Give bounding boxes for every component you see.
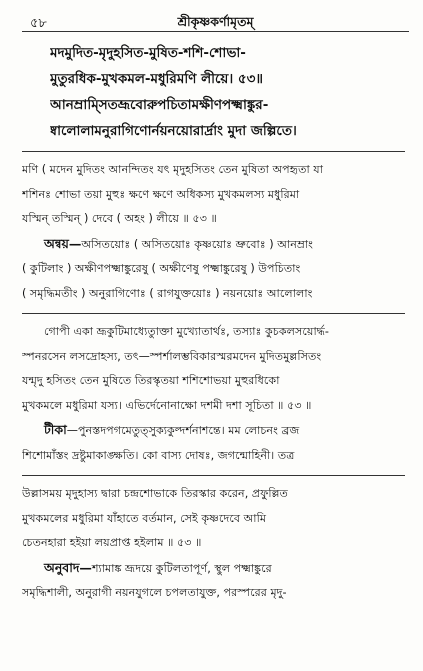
section-divider [22,475,405,476]
commentary-line: মুখকমলে মধুরিমা যস্য। এভির্দেনোনাক্ষো দশমী দশা সূচিতা ॥ ৫৩ ॥ [22,398,312,412]
anvaya-line: ( কুটিলাং ) অক্ষীণপক্ষ্মাঙ্কুরেষু ( অক্ষীণেষু পক্ষ্মাঙ্কুরেষু ) উপচিতাং [22,262,301,275]
section-divider [22,151,405,152]
verse-line: আনম্রাম্সিতভ্রূবোরুপচিতামক্ষীণপক্ষ্মাঙ্কুর- [50,97,269,113]
tika-line: শিশোমাঁস্তং দ্রষ্টুমাকাঙ্ক্ষতি। কো বাস্য দোষঃ, জগন্মোহিনী। তত্র [22,448,295,462]
anuvad-first-line [22,556,409,582]
anuvad-line: শ্যামাঙ্ক ভ্রূদয়ে কুটিলতাপূর্ণ, স্থুল পক্ষ্মাঙ্কুরে [91,561,272,575]
tika-label: টীকা [44,422,67,437]
translation-line: মুখকমলের মধুরিমা যাঁহাতে বর্তমান, সেই কৃষ্ণদেবে আমি [22,511,267,525]
commentary-line: মণি ( মদেন মুদিতং আনন্দিতং যৎ মৃদুহসিতং তেন মুষিতা অপহৃতা যা [22,163,323,176]
anvaya-line: ( সমৃদ্ধিমতীং ) অনুরাগিণোঃ ( রাগযুক্তয়োঃ ) নয়নয়োঃ আলোলাং [22,286,313,300]
verse-line: মুতুরধিক-মুখকমল-মধুরিমণি লীয়ে। ৫৩॥ [50,71,264,87]
tika-line: —পুনস্তদপগমেতুত্সুক্যকুল্দর্শনাশন্তে। মম লোচনং ব্রজ [66,424,300,437]
commentary-line: যস্মিন্ তস্মিন্ ) দেবে ( অহং ) লীয়ে ॥ ৫৩ ॥ [22,212,217,225]
page-header [22,6,409,32]
commentary-line: শশিনঃ শোভা তয়া মুহুঃ ক্ষণে ক্ষণে অধিকস্য মুখকমলস্য মধুরিমা [22,187,300,201]
anvaya-label: অন্বয়— [44,235,82,251]
anuvad-block [22,556,409,606]
anvaya-line: অসিতয়োঃ ( অসিতয়োঃ কৃষ্ণয়োঃ ভ্রুবোঃ ) আনম্রাং [81,237,313,251]
anvaya-first-line [22,232,409,258]
commentary-line: যন্মৃদু হসিতং তেন মুষিতে তিরস্কৃতয়া শশিশোভয়া মুহুরধিকো [22,374,280,387]
verse-line: ষ্বালোলামনুরাগিণোর্নয়নয়োরার্দ্রাং মুদা জল্পিতে। [50,123,297,139]
anvaya-block [22,232,409,307]
translation-line: উল্লাসময় মৃদুহাস্য দ্বারা চন্দ্রশোভাকে তিরস্কার করেন, প্রফুল্লিত [22,487,288,500]
tika-block [22,418,409,468]
commentary-line: গোপী একা ভ্রূকুটিমাধ্যেতুাক্তা মুখ্যোতার্থঃ, তস্যাঃ কুচকলসয়োর্দ্ধ- [44,325,329,338]
translation-line: চেতনহারা হইয়া লয়প্রাপ্ত হইলাম ॥ ৫৩ ॥ [22,536,202,549]
tika-first-line [22,418,409,444]
verse-line: মদমুদিত-মৃদুহসিত-মুষিত-শশি-শোভা- [50,45,246,61]
page-number: ৫৮ [30,16,47,31]
verse-block [22,40,409,144]
anuvad-line: সমৃদ্ধিশালী, অনুরাগী নয়নযুগলে চপলতাযুক্ত, পরস্পরের মৃদু- [22,586,287,599]
running-title: শ্রীকৃষ্ণকর্ণামৃতম্ [177,14,254,29]
commentary-line: স্পনরসেন লসদ্রোহস্য, তৎ—স্পর্শালম্ভবিকারস্মরমদেন মুদিতমুল্লসিতং [22,349,322,363]
header-rule [22,31,409,32]
commentary-block-1 [22,158,409,232]
anuvad-label: অনুবাদ— [44,559,92,575]
translation-block [22,482,409,556]
commentary-block-2 [22,320,409,418]
section-divider [22,313,405,314]
